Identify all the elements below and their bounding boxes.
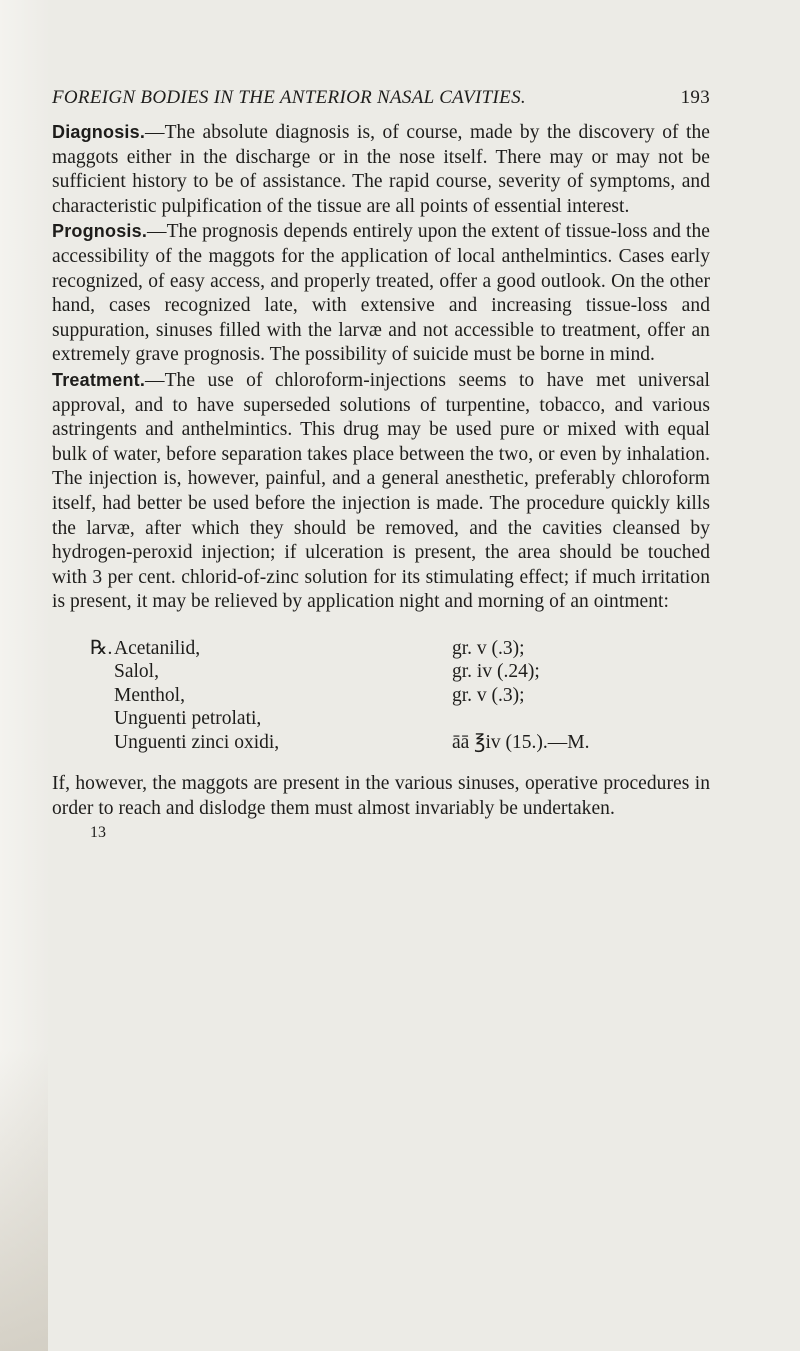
prescription-dose: gr. v (.3); <box>452 684 525 706</box>
prescription-drug: Salol, <box>114 661 159 683</box>
prescription-dose: gr. iv (.24); <box>452 661 540 683</box>
treatment-paragraph <box>52 368 710 615</box>
prescription <box>90 637 710 755</box>
prescription-line <box>90 707 710 731</box>
prescription-drug: Unguenti zinci oxidi, <box>114 731 280 753</box>
running-head-title: FOREIGN BODIES IN THE ANTERIOR NASAL CAVITIES. <box>52 87 526 108</box>
page-number: 193 <box>680 87 710 108</box>
prognosis-text: —The prognosis depends entirely upon the extent of tissue-loss and the accessibility of the maggots for the application of local anthelmintics. Cases early recognized, of easy access, and properly treated, offer a good outlook. On the other hand, cases recognized late, with extensive and increasing tissue-loss and suppuration, sinuses filled with the larvæ and not accessible to treatment, offer an extremely grave prognosis. The possibility of suicide must be borne in mind. <box>52 221 710 366</box>
prescription-drug: Acetanilid, <box>114 637 201 659</box>
prescription-line <box>90 637 710 661</box>
treatment-heading: Treatment. <box>52 369 146 390</box>
signature-mark: 13 <box>90 823 106 841</box>
diagnosis-paragraph <box>52 120 710 219</box>
diagnosis-text: —The absolute diagnosis is, of course, made by the discovery of the maggots either in the discharge or in the nose itself. There may or may not be sufficient history to be of assistance. The rapid course, severity of symptoms, and characteristic pulpification of the tissue are all points of essential interest. <box>52 122 710 217</box>
prescription-dose: āā ℥iv (15.).—M. <box>452 731 590 753</box>
closing-paragraph: If, however, the maggots are present in the various sinuses, operative procedures in order to reach and dislodge them must almost invariably be undertaken. <box>52 773 710 819</box>
prognosis-paragraph <box>52 219 710 368</box>
diagnosis-heading: Diagnosis. <box>52 122 146 142</box>
page-edge-shadow <box>0 1050 48 1351</box>
prescription-line <box>90 731 710 755</box>
rx-symbol: ℞. <box>90 637 113 659</box>
prescription-line <box>90 660 710 684</box>
treatment-text: —The use of chloroform-injections seems to have met universal approval, and to have superseded solutions of turpentine, tobacco, and various astringents and anthelmintics. This drug may be used pure or mixed with equal bulk of water, before separation takes place between the two, or even by inhalation. The injection is, however, painful, and a general anesthetic, preferably chloroform itself, had better be used before the injection is made. The procedure quickly kills the larvæ, after which they should be removed, and the cavities cleansed by hydrogen-peroxid injection; if ulceration is present, the area should be touched with 3 per cent. chlorid-of-zinc solution for its stimulating effect; if much irritation is present, it may be relieved by application night and morning of an ointment: <box>52 369 710 613</box>
prognosis-heading: Prognosis. <box>52 221 148 242</box>
running-head <box>52 86 710 110</box>
prescription-line <box>90 684 710 708</box>
prescription-dose: gr. v (.3); <box>452 637 525 659</box>
prescription-drug: Menthol, <box>114 684 185 706</box>
prescription-drug: Unguenti petrolati, <box>114 708 262 730</box>
book-page <box>52 86 710 842</box>
